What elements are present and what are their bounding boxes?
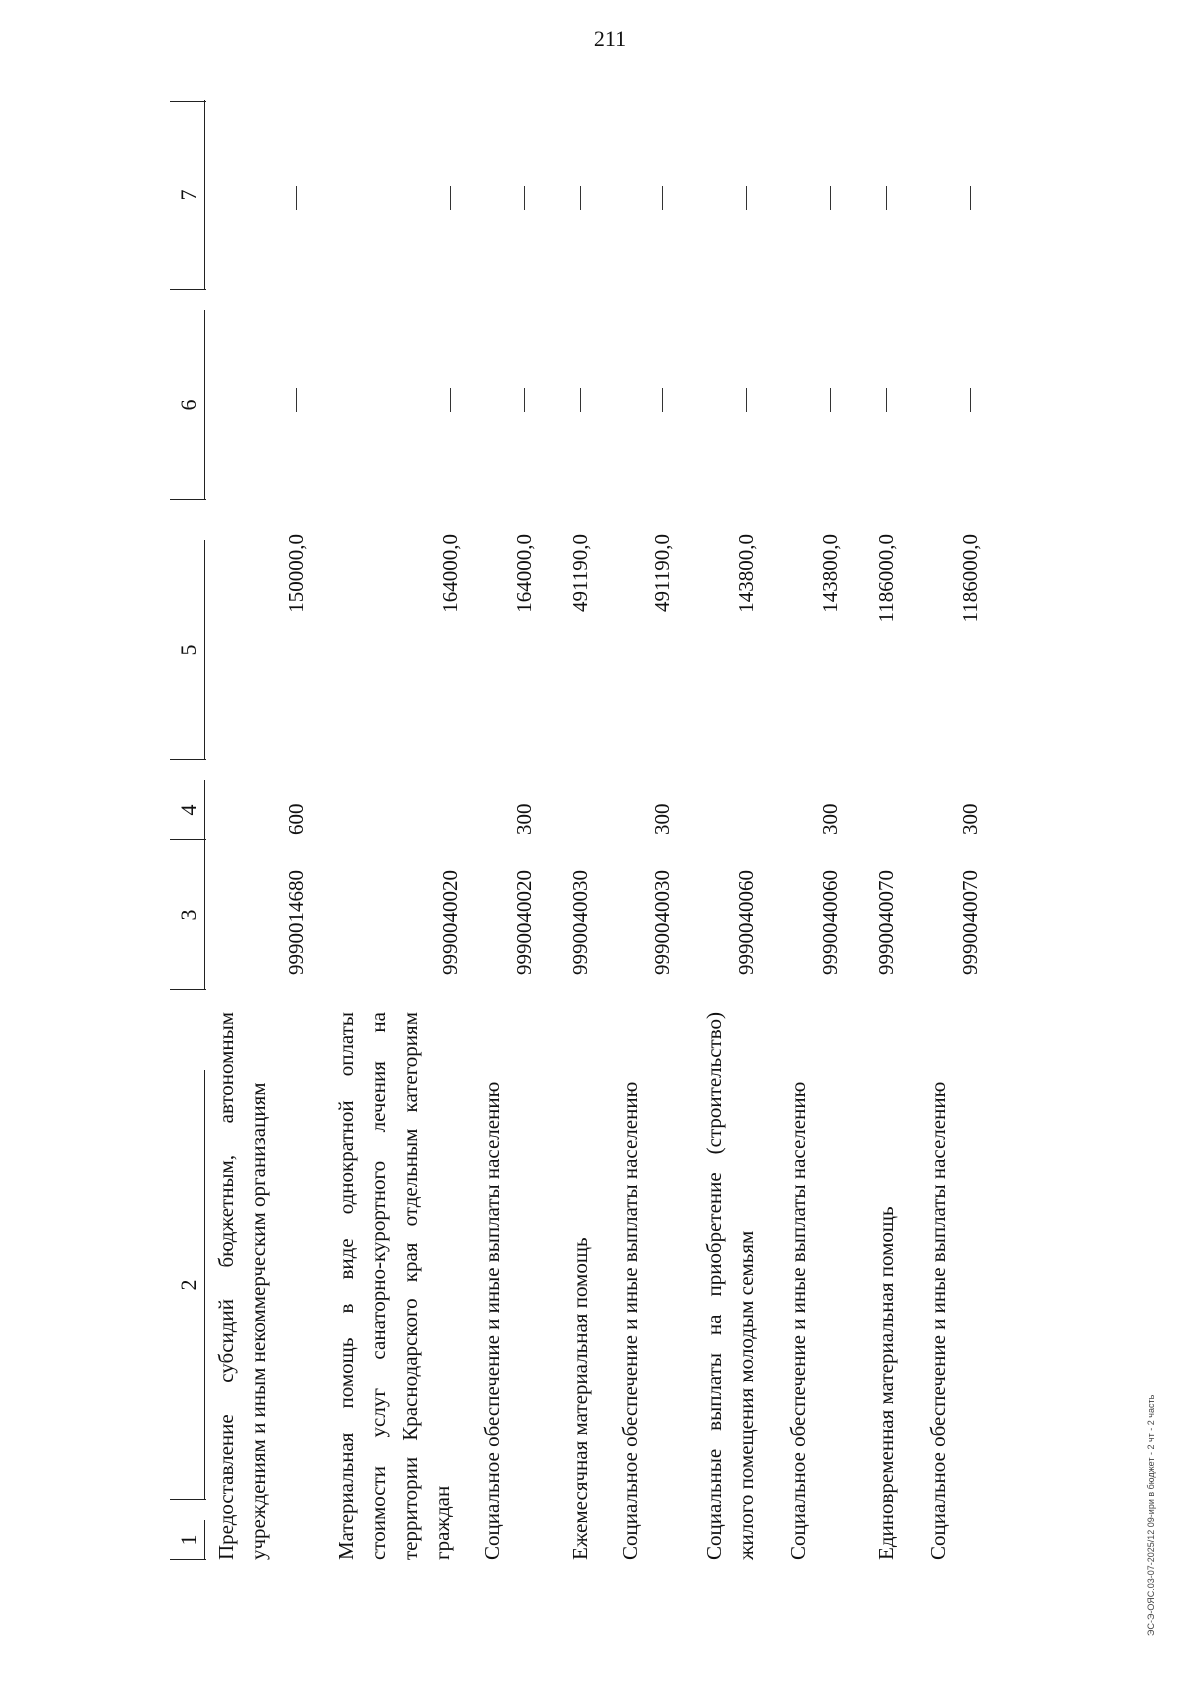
row-expense-type: 300 [650,803,674,835]
column-header-5: 5 [170,540,206,760]
document-footer [1146,1036,1164,1636]
row-name: Социальные выплаты на приобретение (строительство) жилого помещения молодым семьям [702,1012,758,1560]
row-amount: 491190,0 [650,534,674,612]
row-amount: 143800,0 [818,534,842,613]
row-col7-dash [830,186,831,210]
row-col7-dash [296,186,297,210]
row-name: Социальное обеспечение и иные выплаты населению [618,1081,642,1560]
row-name: Материальная помощь в виде однократной оплаты стоимости услуг санаторно-курортного лечения на территории Краснодарского края отдельным категориям граждан [334,1012,454,1560]
row-expense-type: 300 [958,803,982,835]
row-code: 9990040070 [874,870,898,975]
row-code: 9990040030 [650,870,674,975]
column-header-1: 1 [170,1520,206,1560]
budget-table [170,0,1150,1560]
row-code: 9990040060 [818,870,842,975]
footer-text: ЭС-Э-ОЯС.03-07-2025/12 09-ири в бюджет - 2 чт - 2 часть [1146,1394,1156,1636]
row-col7-dash [524,186,525,210]
column-header-6: 6 [170,310,206,500]
row-col6-dash [886,388,887,412]
row-col7-dash [450,186,451,210]
column-header-7: 7 [170,100,206,290]
row-name: Социальное обеспечение и иные выплаты населению [480,1081,504,1560]
row-expense-type: 300 [818,803,842,835]
row-col6-dash [296,388,297,412]
row-col6-dash [580,388,581,412]
row-col7-dash [580,186,581,210]
row-amount: 143800,0 [734,534,758,613]
column-header-3: 3 [170,840,206,990]
row-col6-dash [970,388,971,412]
row-col6-dash [662,388,663,412]
row-amount: 1186000,0 [874,534,898,623]
row-code: 9990040060 [734,870,758,975]
row-expense-type: 600 [284,803,308,835]
row-amount: 150000,0 [284,534,308,613]
row-amount: 164000,0 [438,534,462,613]
row-name: Единовременная материальная помощь [874,1206,898,1560]
row-col7-dash [746,186,747,210]
column-header-2: 2 [170,1070,206,1500]
row-col6-dash [746,388,747,412]
row-name: Социальное обеспечение и иные выплаты населению [926,1081,950,1560]
row-expense-type: 300 [512,803,536,835]
column-header-4: 4 [170,780,206,840]
row-code: 9990040020 [438,870,462,975]
page-number: 211 [593,26,627,51]
row-col6-dash [524,388,525,412]
row-col7-dash [662,186,663,210]
row-code: 9990040070 [958,870,982,975]
row-name: Ежемесячная материальная помощь [568,1237,592,1560]
row-amount: 164000,0 [512,534,536,613]
row-col7-dash [970,186,971,210]
row-amount: 1186000,0 [958,534,982,623]
row-col7-dash [886,186,887,210]
row-name: Предоставление субсидий бюджетным, автономным учреждениям и иным некоммерческим организациям [214,1012,270,1560]
row-col6-dash [450,388,451,412]
row-amount: 491190,0 [568,534,592,612]
row-name: Социальное обеспечение и иные выплаты населению [786,1081,810,1560]
row-code: 9990014680 [284,870,308,975]
row-code: 9990040020 [512,870,536,975]
row-code: 9990040030 [568,870,592,975]
row-col6-dash [830,388,831,412]
